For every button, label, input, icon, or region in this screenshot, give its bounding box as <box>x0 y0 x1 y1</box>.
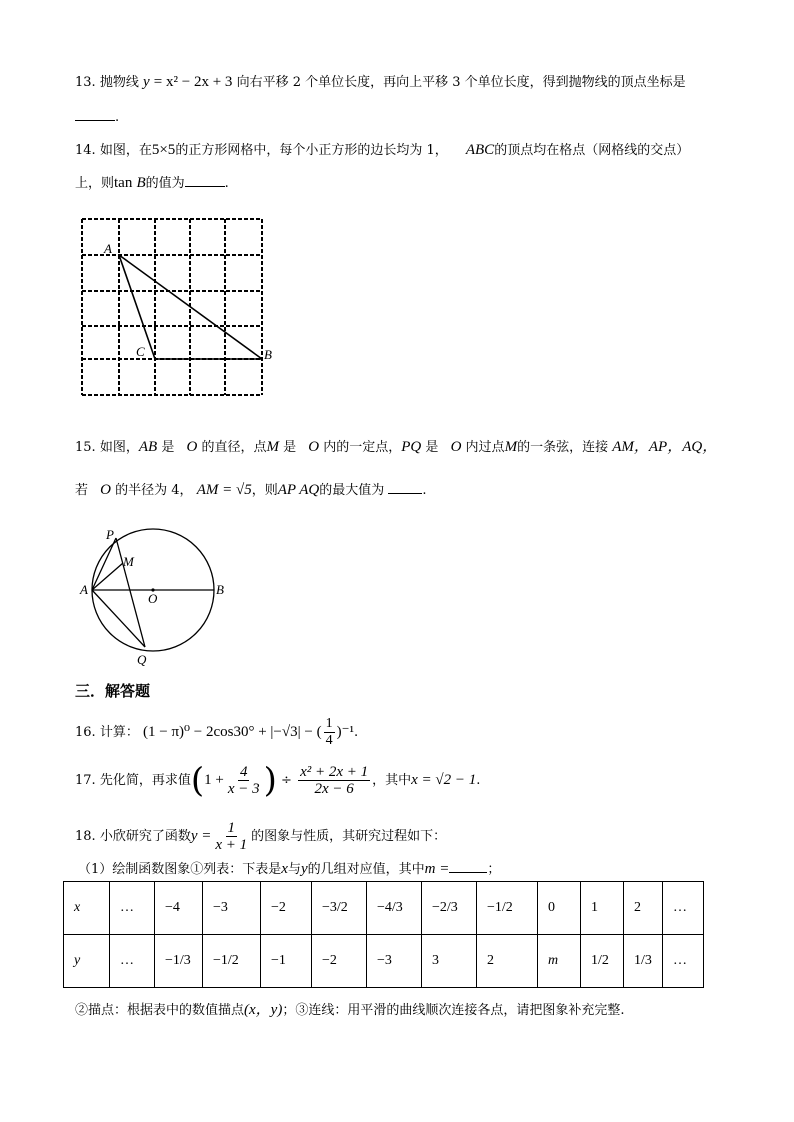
answer-blank[interactable] <box>185 172 225 187</box>
label-a: A <box>80 582 88 597</box>
section-heading: 三．解答题 <box>75 682 151 700</box>
q14-grid-figure <box>76 213 276 403</box>
label-q: Q <box>137 652 147 667</box>
answer-blank[interactable] <box>388 479 422 494</box>
label-p: P <box>106 527 114 542</box>
answer-blank[interactable] <box>449 858 487 873</box>
q16: 16. 计算： (1 − π)⁰ − 2cos30° + |−√3| − ( $\frac{1}{4}$ )⁻¹. <box>75 716 359 748</box>
q13-line1: 13. 抛物线 y = x² − 2x + 3 向右平移 2 个单位长度，再向上平移 3 个单位长度，得到抛物线的顶点坐标是 <box>75 74 686 90</box>
label-b: B <box>216 582 224 597</box>
label-a: A <box>104 241 112 256</box>
q15-line1: 15. 如图，AB 是 O 的直径，点M 是 O 内的一定点，PQ 是 O 内过点M的一条弦，连接 AM，AP，AQ， <box>75 439 718 455</box>
label-c: C <box>136 344 145 359</box>
value-table <box>63 881 704 988</box>
q14-line2: 上，则tan B的值为 . <box>75 172 229 194</box>
q18-line3: ②描点：根据表中的数值描点(x，y)；③连线：用平滑的曲线顺次连接各点，请把图象补充完整. <box>75 1002 625 1018</box>
q15-line2: 若 O 的半径为 4， AM = √5，则AP AQ的最大值为 . <box>75 479 427 501</box>
label-o: O <box>148 591 158 606</box>
q17: 17. 先化简，再求值(1 + $\frac{4}{x - 3}$ ) ÷ $\frac{\text{x² + 2x + 1}}{2x - 6}$ ，其中x = √2 − 1. <box>75 760 481 801</box>
answer-blank[interactable] <box>75 106 115 121</box>
table-row-y: y … −1/3 −1/2 −1 −2 −3 3 2 m 1/2 1/3 … <box>64 935 704 988</box>
table-row-x: x … −4 −3 −2 −3/2 −4/3 −2/3 −1/2 0 1 2 … <box>64 882 704 935</box>
segment-ap <box>92 538 116 590</box>
q13-equation: = x² − 2x + 3 <box>153 74 233 90</box>
label-m: M <box>123 554 134 569</box>
label-b: B <box>264 347 272 362</box>
q13-line2: . <box>75 106 119 128</box>
fraction-one-quarter: $\frac{1}{4}$ <box>325 716 333 748</box>
q15-circle-figure <box>76 525 236 670</box>
q18-line2: （1）绘制函数图象①列表：下表是x与y的几组对应值，其中m = ； <box>78 858 500 880</box>
q18-line1: 18. 小欣研究了函数y = $\frac{1}{x + 1}$ 的图象与性质，其研究过程如下： <box>75 820 447 853</box>
q14-line1: 14. 如图，在5×5的正方形网格中，每个小正方形的边长均为 1， ABC的顶点均在格点（网格线的交点） <box>75 142 690 158</box>
